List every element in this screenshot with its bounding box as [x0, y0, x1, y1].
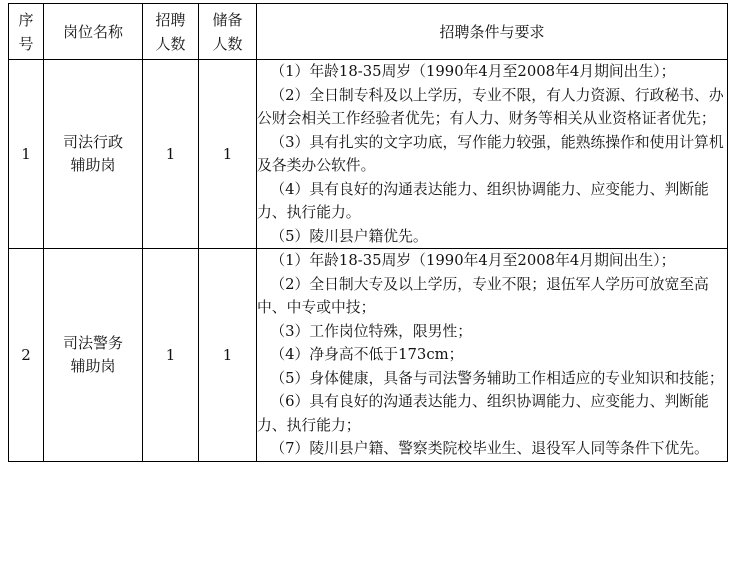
header-reserve-count: 储备人数 [199, 4, 257, 60]
requirement-item: （4）具有良好的沟通表达能力、组织协调能力、应变能力、判断能力、执行能力。 [257, 180, 709, 221]
position-name-line: 辅助岗 [70, 156, 116, 174]
requirement-item: （2）全日制专科及以上学历，专业不限，有人力资源、行政秘书、办公财会相关工作经验者优先；有人力、财务等相关从业资格证者优先； [257, 86, 724, 127]
row-position [44, 60, 143, 249]
row-reserve-count: 1 [199, 249, 257, 462]
table-row [9, 60, 728, 249]
header-requirements: 招聘条件与要求 [257, 4, 728, 60]
position-name-line: 司法警务 [62, 333, 123, 352]
requirement-item: （3）工作岗位特殊，限男性； [270, 322, 473, 340]
row-seq: 1 [9, 60, 44, 249]
header-recruit-count: 招聘人数 [143, 4, 199, 60]
row-recruit-count: 1 [143, 249, 199, 462]
row-requirements [257, 249, 728, 462]
row-reserve-count: 1 [199, 60, 257, 249]
row-position [44, 249, 143, 462]
table-row [9, 249, 728, 462]
requirement-item: （6）具有良好的沟通表达能力、组织协调能力、应变能力、判断能力、执行能力； [257, 393, 709, 434]
row-recruit-count: 1 [143, 60, 199, 249]
requirement-item: （2）全日制大专及以上学历，专业不限；退伍军人学历可放宽至高中、中专或中技； [257, 275, 709, 316]
requirement-item: （4）净身高不低于173cm； [270, 346, 464, 363]
header-seq: 序号 [9, 4, 44, 60]
row-seq: 2 [9, 249, 44, 462]
requirement-item: （7）陵川县户籍、警察类院校毕业生、退役军人同等条件下优先。 [270, 440, 709, 457]
requirement-item: （3）具有扎实的文字功底，写作能力较强，能熟练操作和使用计算机及各类办公软件。 [257, 133, 724, 174]
requirement-item: （1）年龄18-35周岁（1990年4月至2008年4月期间出生）； [270, 252, 676, 269]
recruitment-table [8, 3, 728, 462]
requirement-item: （1）年龄18-35周岁（1990年4月至2008年4月期间出生）； [270, 63, 676, 80]
row-requirements [257, 60, 728, 249]
header-position: 岗位名称 [44, 4, 143, 60]
position-name-line: 辅助岗 [70, 356, 116, 375]
requirement-item: （5）陵川县户籍优先。 [270, 227, 428, 245]
requirement-item: （5）身体健康，具备与司法警务辅助工作相适应的专业知识和技能； [270, 369, 724, 387]
header-row [9, 4, 728, 60]
position-name-line: 司法行政 [62, 133, 123, 151]
